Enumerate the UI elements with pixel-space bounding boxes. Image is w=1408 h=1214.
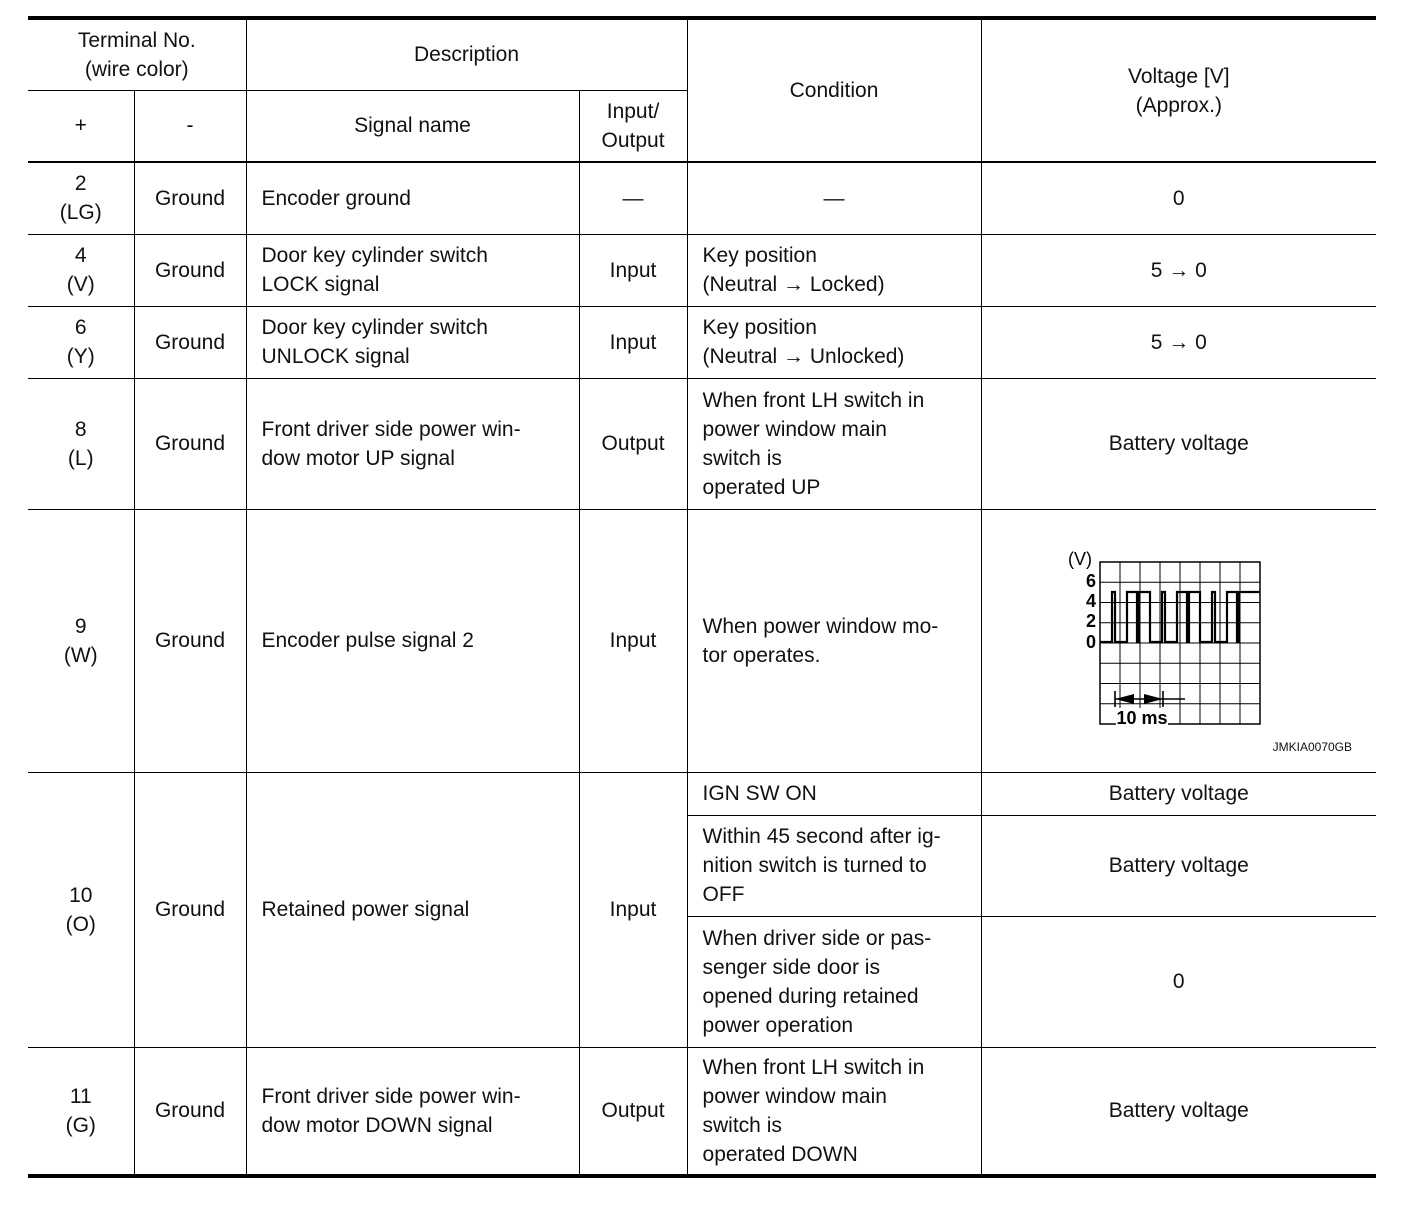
- condition-cell: When power window mo- tor operates.: [687, 509, 981, 772]
- header-voltage: Voltage [V] (Approx.): [981, 18, 1376, 162]
- table-row: [28, 1047, 1376, 1176]
- condition-cell: Within 45 second after ig- nition switch is turned to OFF: [687, 815, 981, 916]
- terminal-cell: 4 (V): [28, 234, 134, 306]
- voltage-cell: 5 → 0: [981, 234, 1376, 306]
- voltage-cell: Battery voltage: [981, 815, 1376, 916]
- table-row: [28, 162, 1376, 234]
- header-plus: +: [28, 90, 134, 162]
- signal-cell: Door key cylinder switch LOCK signal: [246, 234, 579, 306]
- time-scale-marker: [1115, 691, 1185, 707]
- y-tick-label: 6: [1085, 570, 1096, 591]
- terminal-cell: 6 (Y): [28, 306, 134, 378]
- condition-cell: When driver side or pas- senger side door is opened during retained power operation: [687, 916, 981, 1047]
- io-cell: Input: [579, 234, 687, 306]
- ground-cell: Ground: [134, 306, 246, 378]
- signal-cell: Front driver side power win- dow motor UP signal: [246, 378, 579, 509]
- io-cell: Input: [579, 306, 687, 378]
- ground-cell: Ground: [134, 162, 246, 234]
- ground-cell: Ground: [134, 772, 246, 1047]
- ground-cell: Ground: [134, 509, 246, 772]
- y-tick-label: 0: [1085, 631, 1096, 652]
- io-cell: Output: [579, 378, 687, 509]
- voltage-cell: Battery voltage: [981, 378, 1376, 509]
- ground-cell: Ground: [134, 378, 246, 509]
- signal-cell: Front driver side power win- dow motor DOWN signal: [246, 1047, 579, 1176]
- table-row: [28, 509, 1376, 772]
- y-tick-label: 4: [1085, 590, 1096, 611]
- voltage-cell: 0: [981, 162, 1376, 234]
- voltage-graph-cell: [981, 509, 1376, 772]
- terminal-cell: 2 (LG): [28, 162, 134, 234]
- signal-cell: Encoder pulse signal 2: [246, 509, 579, 772]
- time-scale-label: 10 ms: [1115, 707, 1168, 728]
- condition-cell: —: [687, 162, 981, 234]
- signal-cell: Retained power signal: [246, 772, 579, 1047]
- condition-cell: When front LH switch in power window main switch is operated DOWN: [687, 1047, 981, 1176]
- waveform-figure: [982, 510, 1377, 772]
- io-cell: Input: [579, 772, 687, 1047]
- terminal-cell: 11 (G): [28, 1047, 134, 1176]
- terminal-cell: 9 (W): [28, 509, 134, 772]
- condition-cell: When front LH switch in power window main switch is operated UP: [687, 378, 981, 509]
- condition-cell: IGN SW ON: [687, 772, 981, 815]
- header-input-output: Input/ Output: [579, 90, 687, 162]
- condition-cell: Key position (Neutral → Unlocked): [687, 306, 981, 378]
- io-cell: —: [579, 162, 687, 234]
- header-terminal-no: Terminal No. (wire color): [28, 18, 246, 90]
- terminal-cell: 8 (L): [28, 378, 134, 509]
- condition-cell: Key position (Neutral → Locked): [687, 234, 981, 306]
- io-cell: Output: [579, 1047, 687, 1176]
- table-row: [28, 378, 1376, 509]
- voltage-cell: Battery voltage: [981, 772, 1376, 815]
- voltage-cell: 5 → 0: [981, 306, 1376, 378]
- figure-id: JMKIA0070GB: [1272, 739, 1353, 754]
- signal-cell: Door key cylinder switch UNLOCK signal: [246, 306, 579, 378]
- signal-cell: Encoder ground: [246, 162, 579, 234]
- header-condition: Condition: [687, 18, 981, 162]
- voltage-cell: 0: [981, 916, 1376, 1047]
- io-cell: Input: [579, 509, 687, 772]
- header-signal-name: Signal name: [246, 90, 579, 162]
- unit-label: (V): [1067, 548, 1092, 569]
- y-tick-label: 2: [1085, 610, 1096, 631]
- table-row: [28, 306, 1376, 378]
- header-minus: -: [134, 90, 246, 162]
- ground-cell: Ground: [134, 234, 246, 306]
- voltage-cell: Battery voltage: [981, 1047, 1376, 1176]
- terminal-cell: 10 (O): [28, 772, 134, 1047]
- table-row: [28, 772, 1376, 815]
- ground-cell: Ground: [134, 1047, 246, 1176]
- header-description: Description: [246, 18, 687, 90]
- header-row-1: [28, 18, 1376, 90]
- terminal-spec-table: [28, 16, 1376, 1178]
- table-row: [28, 234, 1376, 306]
